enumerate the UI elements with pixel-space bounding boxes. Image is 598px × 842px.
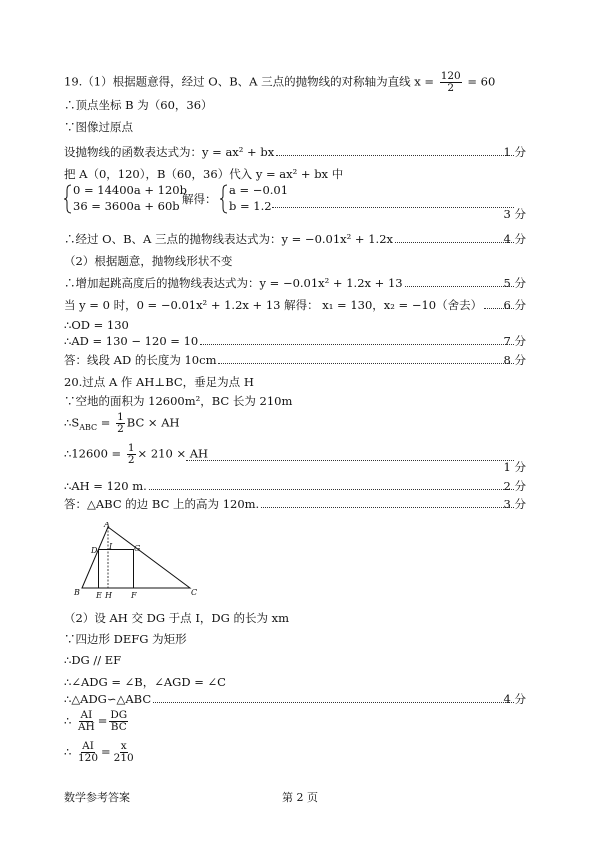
label-i: I [109,542,113,551]
q20-line-6: 答：△ABC 的边 BC 上的高为 120m. [64,497,516,511]
score-mark: 8 分 [503,353,526,367]
q19-line-3: ∵图像过原点 [64,120,133,134]
q20-line-2: ∵空地的面积为 12600m²，BC 长为 210m [64,394,293,408]
label-h: H [105,591,112,600]
triangle-figure [72,522,212,600]
q19-line-7: （2）根据题意，抛物线形状不变 [64,254,233,268]
label-d: D [91,546,98,555]
rectangle-defg [99,550,134,589]
score-mark: 1 分 [503,145,526,159]
fraction: $\frac{1}{2}$ [117,411,124,435]
fraction: $\frac{AI}{AH}$ [77,709,95,733]
fraction: $\frac{1}{2}$ [127,442,135,466]
score-mark: 7 分 [503,334,526,348]
score-mark: 5 分 [503,276,526,290]
page-number: 第 2 页 [282,791,318,804]
q19-line-9: 当 y = 0 时，0 = −0.01x² + 1.2x + 13 解得： x₁ = 130，x₂ = −10（舍去） [64,298,516,312]
score-mark: 4 分 [503,692,526,706]
score-mark: 4 分 [503,232,526,246]
q20-part2-line-1: （2）设 AH 交 DG 于点 I，DG 的长为 xm [64,611,289,625]
q19-line-2: ∴顶点坐标 B 为（60，36） [64,98,213,112]
score-mark: 3 分 [503,207,526,221]
q20-part2-line-4: ∴∠ADG = ∠B，∠AGD = ∠C [64,675,226,689]
footer-title: 数学参考答案 [64,791,130,804]
ratio-line-2: ∴ $\frac{AI}{120}$ = $\frac{x}{210}$ [64,740,134,764]
score-mark: 2 分 [503,479,526,493]
q19-line-11: ∴AD = 130 − 120 = 10 [64,334,516,348]
q19-line-1: 19.（1）根据题意得，经过 O、B、A 三点的抛物线的对称轴为直线 x = $\frac{120}{2}$ = 60 [64,70,496,94]
ratio-line-1: ∴ $\frac{AI}{AH}$ = $\frac{DG}{BC}$ [64,709,128,733]
q20-line-3: $\therefore S_{ABC}$ = $\frac{1}{2}$ BC × AH [64,411,180,435]
label-c: C [191,588,198,597]
q19-line-10: ∴OD = 130 [64,318,129,332]
q20-line-1: 20.过点 A 作 AH⊥BC，垂足为点 H [64,375,254,389]
q20-line-5: ∴AH = 120 m. [64,479,516,493]
fraction: $\frac{120}{2}$ [440,70,461,94]
dotted-leader-row [184,460,516,464]
q20-part2-line-2: ∵四边形 DEFG 为矩形 [64,632,187,646]
score-mark: 6 分 [503,298,526,312]
label-g: G [134,544,141,553]
dotted-leader-row [270,207,516,211]
fraction: $\frac{x}{210}$ [113,740,134,764]
q19-line-6: ∴经过 O、B、A 三点的抛物线表达式为：y = −0.01x² + 1.2x [64,232,516,246]
q19-text: 19.（1）根据题意得，经过 O、B、A 三点的抛物线的对称轴为直线 x = [64,74,435,89]
q20-line-4: ∴12600 = $\frac{1}{2}$ × 210 × AH [64,442,209,466]
score-mark: 3 分 [503,497,526,511]
q20-part2-line-3: ∴DG // EF [64,653,122,667]
q19-line-5: 把 A（0，120），B（60，36）代入 y = ax² + bx 中 [64,167,344,181]
label-a: A [104,522,110,529]
q20-part2-line-5: ∴△ADG∽△ABC [64,692,516,706]
left-brace-icon [64,184,72,214]
score-mark: 1 分 [503,460,526,474]
label-f: F [131,591,137,600]
q19-line-4: 设抛物线的函数表达式为：y = ax² + bx [64,145,516,159]
fraction: $\frac{AI}{120}$ [77,740,99,764]
label-e: E [96,591,102,600]
q19-line-8: ∴增加起跳高度后的抛物线表达式为：y = −0.01x² + 1.2x + 13 [64,276,516,290]
dotted-leader [276,155,514,156]
fraction: $\frac{DG}{BC}$ [110,709,128,733]
label-b: B [74,588,80,597]
q19-line-12: 答：线段 AD 的长度为 10cm [64,353,516,367]
left-brace-icon [220,184,228,214]
